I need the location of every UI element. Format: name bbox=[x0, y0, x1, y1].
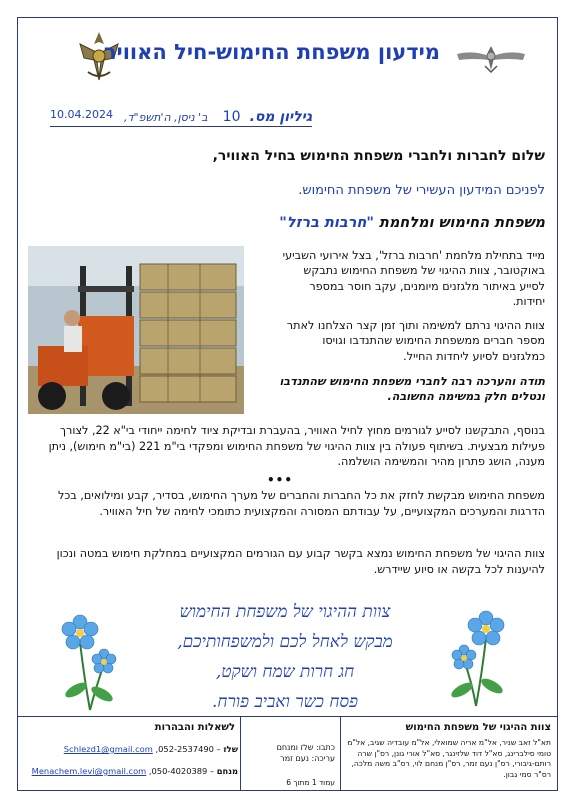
separator-dots: ••• bbox=[266, 473, 293, 487]
contact-row: מנחם – 050-4020389, Menachem.levi@gmail.com bbox=[31, 766, 238, 776]
footer-divider bbox=[17, 716, 558, 717]
issue-hebrew-date: ב' ניסן, ה'תשפ"ד, bbox=[124, 111, 208, 124]
intro-line: לפניכם המידעון העשירי של משפחת החימוש. bbox=[298, 183, 545, 198]
section-title-quote: "חרבות ברזל" bbox=[279, 215, 374, 231]
article-para-4: משפחת החימוש מבקשת לחזק את כל החברות והחברים של מערך החימוש, בסדיר, קבע ומילואים, בכל הדרגות והמערכים המקצועיים, על עבודתם המסורה והמקצועית כתומכי לחימה של חיל האוויר. bbox=[57, 489, 545, 518]
footer-column-divider bbox=[240, 716, 241, 791]
forklift-photo bbox=[28, 246, 244, 414]
contact-row: שלז – 052-2537490, Schlezd1@gmail.com bbox=[63, 744, 238, 754]
credits-editor: עריכה: נעם זמר bbox=[280, 754, 335, 763]
article-thanks: תודה והערכה רבה לחברי משפחת החימוש שהתנדבו ונטלים חלק במשימה החשובה. bbox=[279, 375, 545, 404]
blessing-line: מבקש לאחל לכם ולמשפחותיכם, bbox=[177, 632, 393, 652]
issue-label: גיליון מס. bbox=[249, 109, 312, 125]
blessing-line: חג חרות שמח ושקט, bbox=[215, 662, 355, 682]
article-para-3: בנוסף, התבקשנו לסייע לגורמים מחוץ לחיל האוויר, בהעברת ובדיקת ציוד לחימה ייחודי בי"א 22, לצורך פעילות מבצעית. בשיתוף פעולה בין צוות ההיגוי של משפחת החימוש ומפקדי בי"מ 221 (בי"מ חימוש), ניתן מענה, הושג פתרון מהיר והמשימה הושלמה. bbox=[48, 424, 545, 468]
masthead-title: מידעון משפחת החימוש-חיל האוויר bbox=[103, 40, 440, 64]
team-list: תא"ל זאב שניר, אל"מ אריה שמואלי, אל"מ עובדיה שגיב, אל"מ טומי סילברינג, סא"ל דוד שלזינגר, סא"ל אורי גונן, רס"ן שרה רותם-גיבורי, רס"ן נעם זמר, רס"ן מנחם לוי, רס"ב משה מלכה, רס"ר סמי גבון. bbox=[347, 738, 551, 779]
holiday-blessing bbox=[110, 597, 460, 717]
wings-emblem-icon bbox=[455, 40, 527, 74]
contact-name: מנחם bbox=[216, 766, 238, 776]
issue-bar bbox=[50, 106, 312, 127]
contact-email-link[interactable]: Menachem.levi@gmail.com bbox=[31, 766, 147, 776]
article-para-5: צוות ההיגוי של משפחת החימוש נמצא בקשר קבוע עם הגורמים המקצועיים במחלקת חימוש במטה ונכון להיענות לכל בקשה או סיוע שיידרש. bbox=[56, 547, 545, 576]
article-para-2: צוות ההיגוי נרתם למשימה ותוך זמן קצר הצלחנו לאתר מספר חברים ממשפחת החימוש שהתנדבו וגויסו כמלגזנים לסיוע ליחדות החייל. bbox=[286, 319, 545, 363]
page-number: עמוד 1 מתוך 6 bbox=[286, 778, 335, 787]
section-title-prefix: משפחת החימוש ומלחמת bbox=[373, 215, 545, 231]
team-title: צוות ההיגוי של משפחת החימוש bbox=[405, 722, 551, 733]
contact-title: לשאלות והבהרות bbox=[154, 722, 235, 733]
contact-phone: 052-2537490 bbox=[158, 744, 214, 754]
contact-phone: 050-4020389 bbox=[151, 766, 208, 776]
blessing-line: צוות ההיגוי של משפחת החימוש bbox=[179, 602, 391, 622]
blessing-line: פסח כשר ואביב פורח. bbox=[211, 692, 358, 712]
greeting: שלום לחברות ולחברי משפחת החימוש בחיל האוויר, bbox=[212, 148, 545, 164]
issue-number: 10 bbox=[222, 109, 241, 125]
contact-email-link[interactable]: Schlezd1@gmail.com bbox=[63, 744, 153, 754]
issue-date: 10.04.2024 bbox=[50, 108, 113, 121]
article-para-1: מייד בתחילת מלחמת 'חרבות ברזל', בצל אירועי השביעי באוקטובר, צוות ההיגוי של משפחת החימוש נתבקש לסייע באיתור מלגזנים מיומנים, עקב חוסר במספר יחידות. bbox=[282, 249, 545, 308]
credits-writers: כתבו: שלז ומנחם bbox=[276, 743, 335, 752]
credits bbox=[245, 742, 335, 764]
contact-name: שלז bbox=[223, 744, 238, 754]
footer-column-divider bbox=[340, 716, 341, 791]
section-title bbox=[25, 215, 545, 231]
